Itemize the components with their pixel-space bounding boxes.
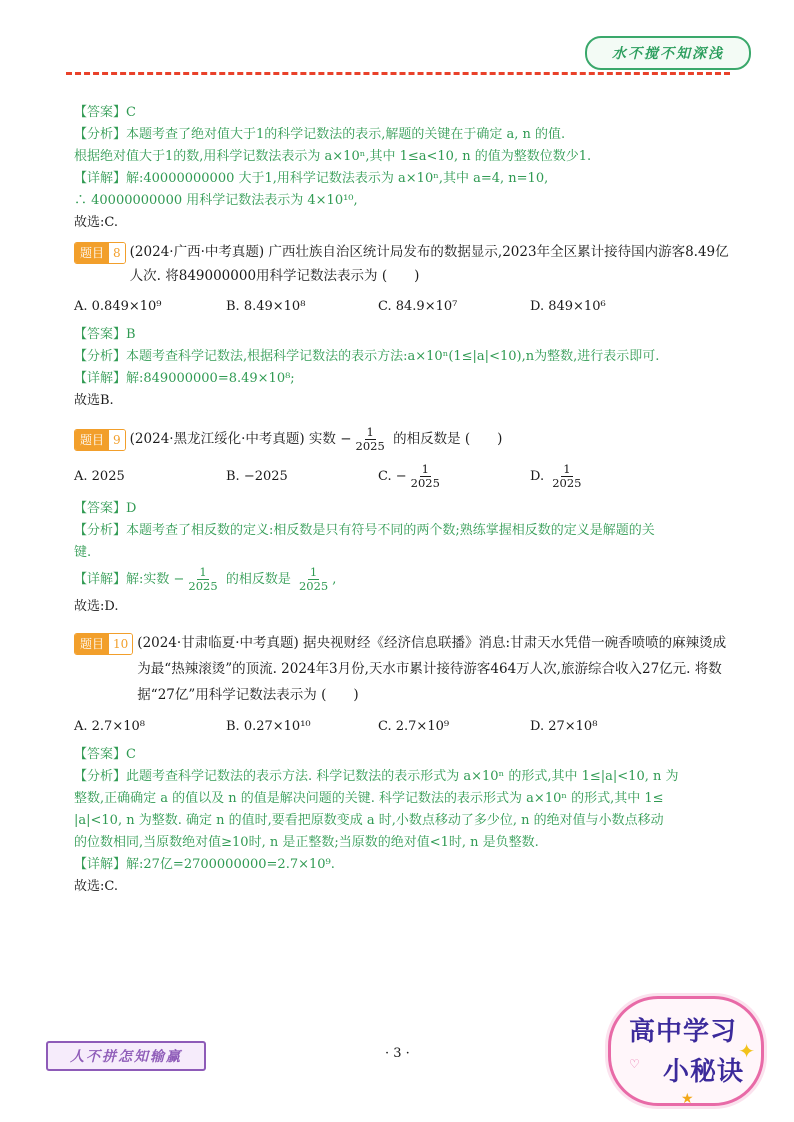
question-tag [74,633,133,655]
q10-analysis-2: 整数,正确确定 a 的值以及 n 的值是解决问题的关键. 科学记数法的表示形式为 a×10ⁿ 的形式,其中 1≤ [74,791,664,806]
q10-analysis-4: 的位数相同,当原数绝对值≥10时, n 是正整数;当原数的绝对值<1时, n 是负整数. [74,835,539,850]
question-8-options [74,296,734,318]
question-tag-label: 题目 [75,430,109,450]
question-tag-number: 9 [109,430,125,450]
star-icon: ★ [681,1091,694,1107]
q10-analysis-3: |a|<10, n 为整数. 确定 n 的值时,要看把原数变成 a 时,小数点移动了多少位, n 的绝对值与小数点移动 [74,813,664,828]
prev-analysis-1: 【分析】本题考查了绝对值大于1的科学记数法的表示,解题的关键在于确定 a, n 的值. [74,127,566,142]
fraction: $\frac{1}{2025}$ [552,462,582,490]
option-a: A. 0.849×10⁹ [74,299,162,314]
question-9-options [74,462,734,492]
option-a: A. 2025 [74,469,125,484]
q9-analysis-1: 【分析】本题考查了相反数的定义:相反数是只有符号不同的两个数;熟练掌握相反数的定义是解题的关 [74,523,655,538]
question-tag-number: 8 [109,243,125,263]
option-d: D. 849×10⁶ [530,299,606,314]
option-a: A. 2.7×10⁸ [74,719,145,734]
prev-analysis-2: 根据绝对值大于1的数,用科学记数法表示为 a×10ⁿ,其中 1≤a<10, n 的值为整数位数少1. [74,149,592,164]
study-tips-stamp [608,996,764,1106]
page-content [74,102,734,898]
question-10 [74,630,734,708]
question-10-options [74,716,734,738]
question-9 [74,424,734,454]
q10-detail: 【详解】解:27亿=2700000000=2.7×10⁹. [74,857,335,872]
heart-icon: ♡ [629,1057,640,1071]
question-9-text [130,424,503,454]
q9-text-pre: (2024·黑龙江绥化·中考真题) 实数 − [129,431,352,447]
q8-conclusion: 故选B. [74,393,114,408]
q9-detail: 【详解】解:实数 − $\frac{1}{2025}$ 的相反数是 $\frac{1}{2025}$ , [74,565,337,593]
sparkle-icon: ✦ [738,1039,755,1063]
question-tag-label: 题目 [75,634,109,654]
q9-analysis-2: 键. [74,545,92,560]
footer-motto-badge: 人不拼怎知输赢 [46,1041,206,1071]
option-b: B. −2025 [226,469,288,484]
prev-conclusion: 故选:C. [74,215,118,230]
question-10-text: (2024·甘肃临夏·中考真题) 据央视财经《经济信息联播》消息:甘肃天水凭借一碗香喷喷的麻辣烫成为最“热辣滚烫”的顶流. 2024年3月份,天水市累计接待游客464万人次,旅游综合收入27亿元. 将数据“27亿”用科学记数法表示为 ( ) [137,635,727,703]
fraction: $\frac{1}{2025}$ [298,565,329,593]
q9-text-post: 的相反数是 ( ) [388,431,503,447]
prev-detail-1: 【详解】解:40000000000 大于1,用科学记数法表示为 a×10ⁿ,其中 a=4, n=10, [74,171,549,186]
q9-answer: 【答案】D [74,501,137,516]
question-8-text: (2024·广西·中考真题) 广西壮族自治区统计局发布的数据显示,2023年全区累计接待国内游客8.49亿人次. 将849000000用科学记数法表示为 ( ) [129,244,729,284]
option-d: D. 27×10⁸ [530,719,598,734]
question-tag-number: 10 [109,634,132,654]
option-b: B. 8.49×10⁸ [226,299,306,314]
option-c: C. 84.9×10⁷ [378,299,458,314]
option-c: C. − $\frac{1}{2025}$ [378,462,440,490]
question-tag-label: 题目 [75,243,109,263]
q10-conclusion: 故选:C. [74,879,118,894]
question-8 [74,240,734,288]
option-b: B. 0.27×10¹⁰ [226,719,311,734]
q9-conclusion: 故选:D. [74,599,119,614]
stamp-line-2: 小秘诀 [663,1057,745,1087]
fraction: $\frac{1}{2025}$ [188,565,218,593]
q8-analysis: 【分析】本题考查科学记数法,根据科学记数法的表示方法:a×10ⁿ(1≤|a|<10),n为整数,进行表示即可. [74,349,660,364]
stamp-line-1: 高中学习 [629,1017,738,1047]
option-c: C. 2.7×10⁹ [378,719,450,734]
fraction: $\frac{1}{2025}$ [410,462,440,490]
page-number: · 3 · [385,1046,410,1061]
prev-answer: 【答案】C [74,105,136,120]
prev-detail-2: ∴ 40000000000 用科学记数法表示为 4×10¹⁰, [74,193,358,208]
question-tag [74,242,126,264]
fraction: $\frac{1}{2025}$ [355,425,385,453]
q8-answer: 【答案】B [74,327,136,342]
header-divider [66,72,730,75]
q8-detail: 【详解】解:849000000=8.49×10⁸; [74,371,295,386]
question-tag [74,429,126,451]
q10-answer: 【答案】C [74,747,136,762]
header-motto-badge: 水不搅不知深浅 [585,36,751,70]
option-d: D. $\frac{1}{2025}$ [530,462,582,490]
q10-analysis-1: 【分析】此题考查科学记数法的表示方法. 科学记数法的表示形式为 a×10ⁿ 的形式,其中 1≤|a|<10, n 为 [74,769,679,784]
